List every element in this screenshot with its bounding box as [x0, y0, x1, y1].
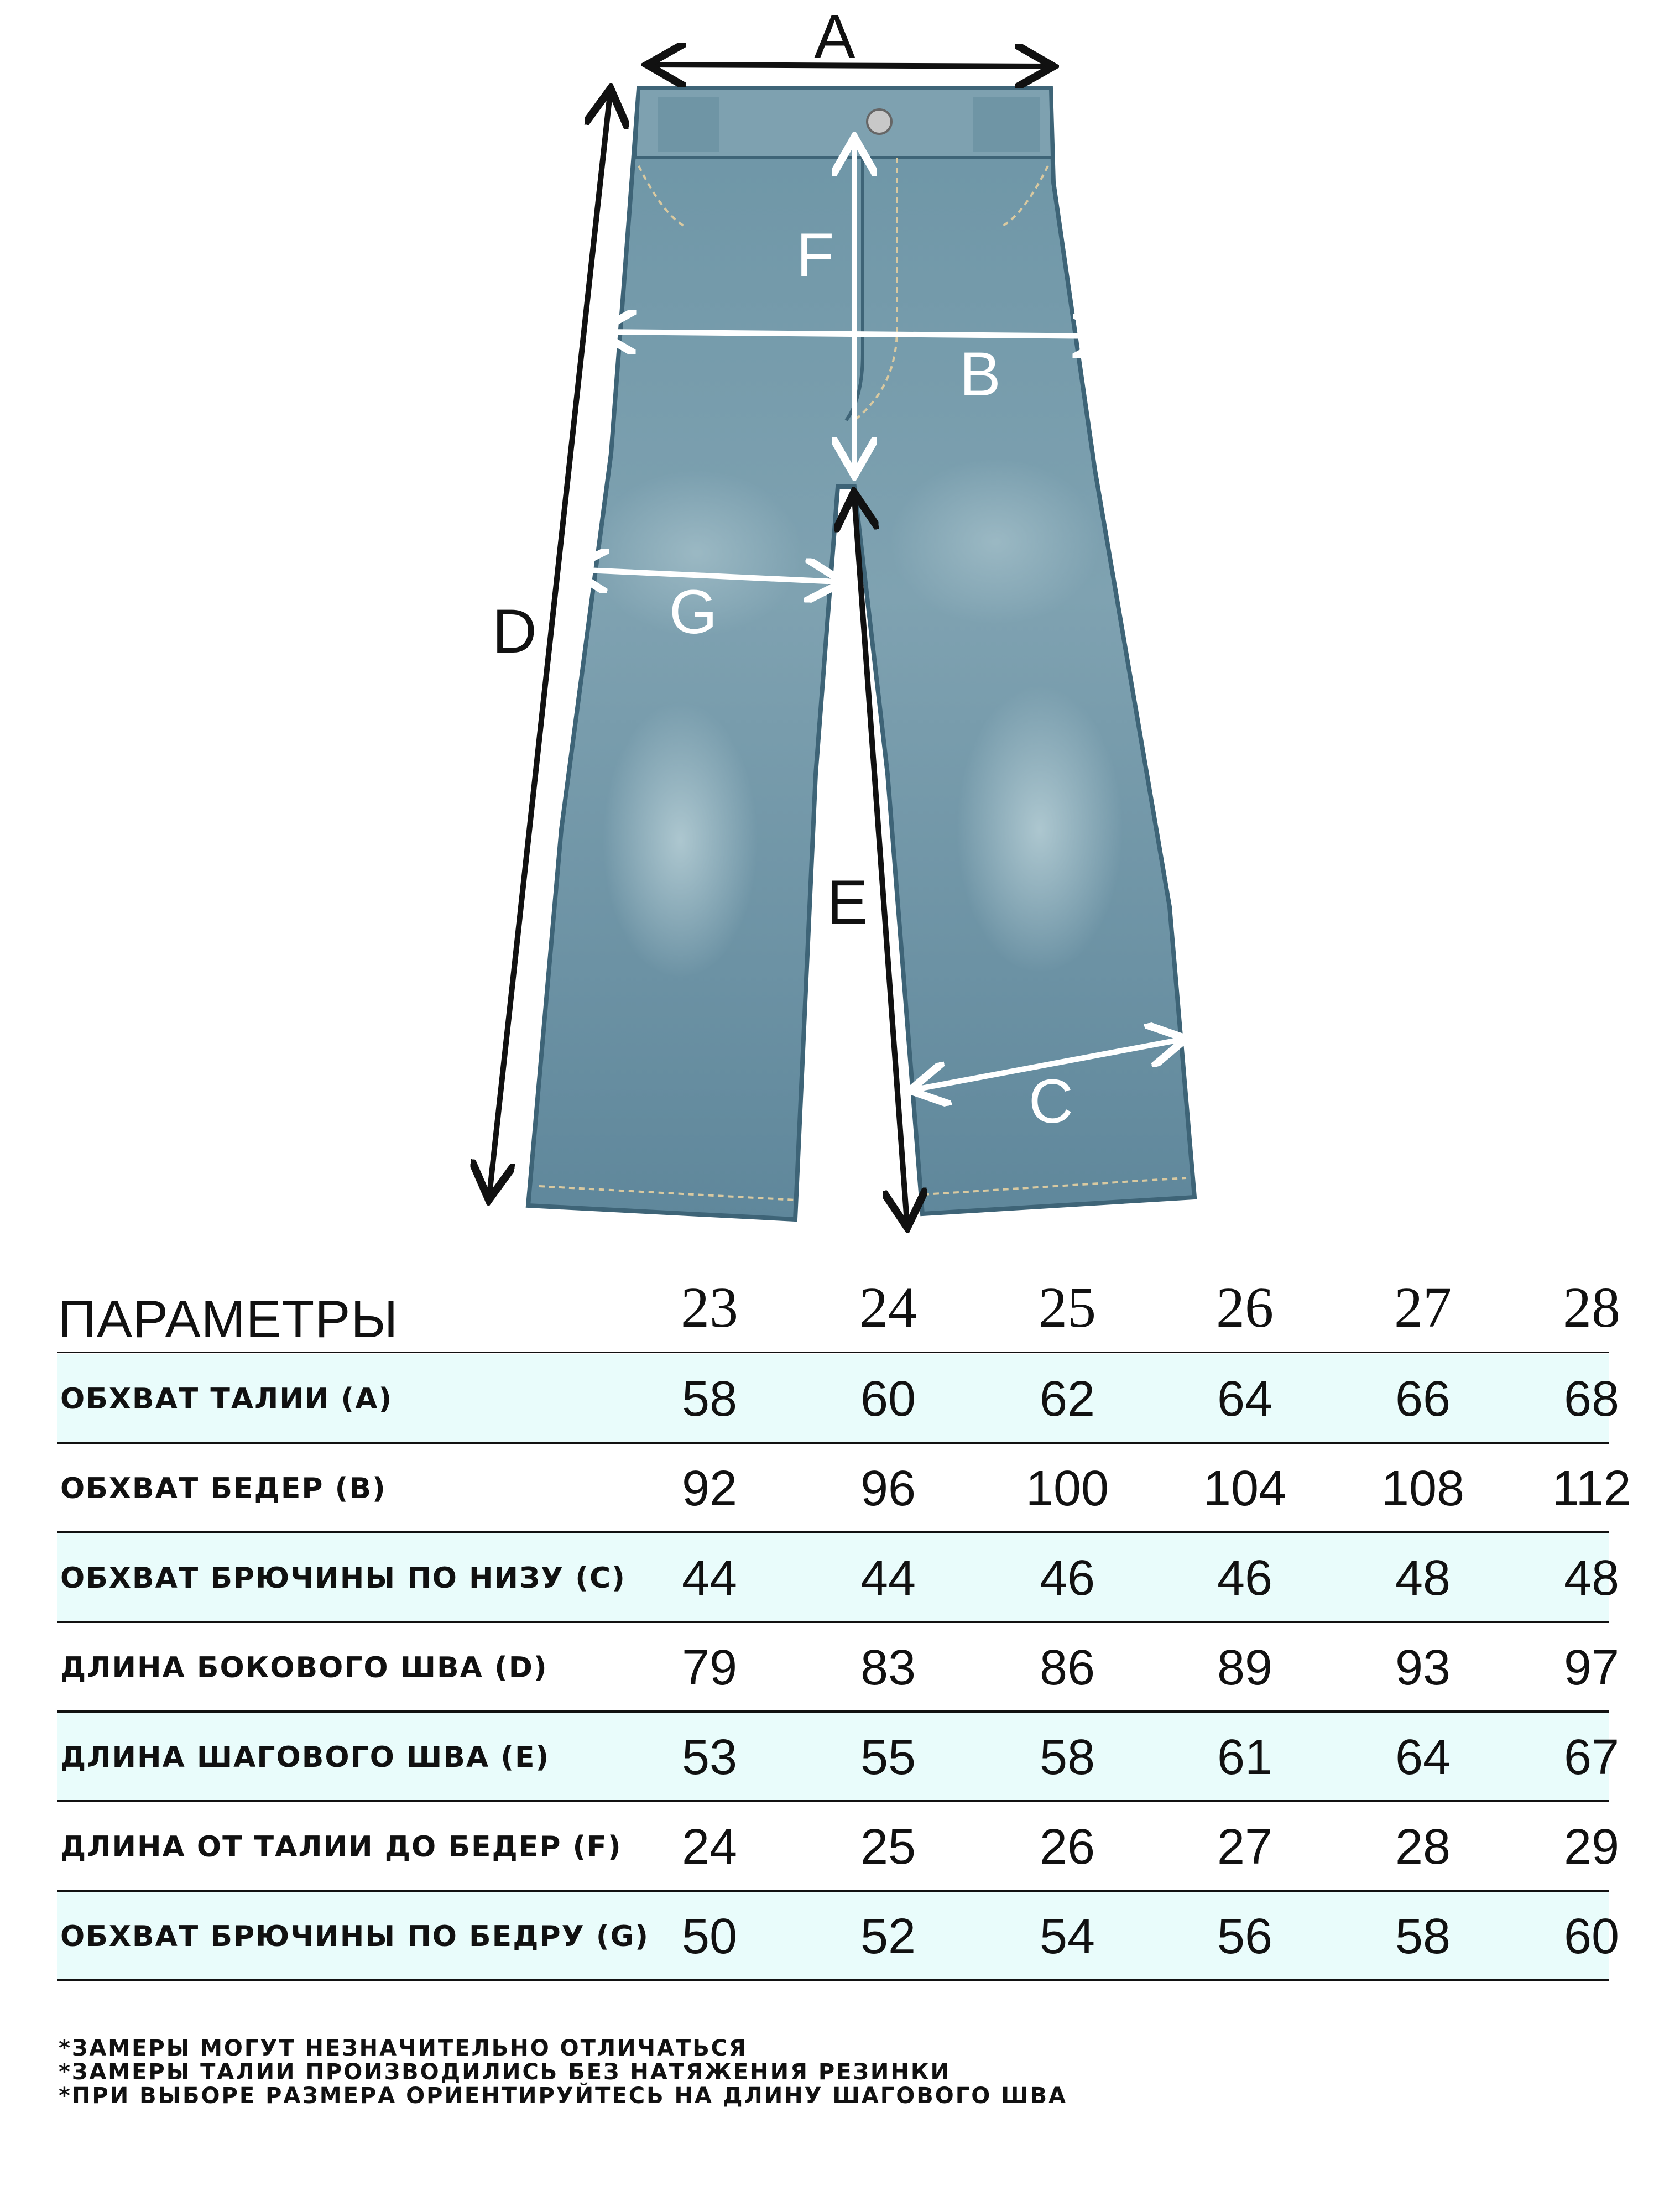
table-cell: 44 — [681, 1551, 738, 1606]
size-header-26: 26 — [1216, 1276, 1274, 1339]
footnote-2: *ЗАМЕРЫ ТАЛИИ ПРОИЗВОДИЛИСЬ БЕЗ НАТЯЖЕНИЯ РЕЗИНКИ — [59, 2059, 951, 2085]
row-label: ОБХВАТ БРЮЧИНЫ ПО БЕДРУ (G) — [60, 1920, 650, 1953]
footnotes — [59, 2037, 1067, 2108]
table-row — [57, 1444, 1631, 1533]
table-cell: 44 — [860, 1551, 916, 1606]
table-cell: 27 — [1217, 1819, 1273, 1875]
row-label: ДЛИНА БОКОВОГО ШВА (D) — [60, 1651, 548, 1684]
row-label: ОБХВАТ БРЮЧИНЫ ПО НИЗУ (С) — [60, 1562, 626, 1595]
label-b: B — [959, 340, 1001, 409]
label-g: G — [669, 577, 718, 646]
size-header-28: 28 — [1563, 1276, 1620, 1339]
table-cell: 25 — [860, 1819, 916, 1875]
table-cell: 67 — [1563, 1730, 1620, 1785]
table-body — [57, 1354, 1631, 1981]
table-cell: 46 — [1039, 1551, 1095, 1606]
table-cell: 48 — [1395, 1551, 1451, 1606]
size-header-24: 24 — [859, 1276, 917, 1339]
table-cell: 24 — [681, 1819, 738, 1875]
table-row — [57, 1802, 1620, 1892]
table-cell: 58 — [681, 1371, 738, 1427]
table-header — [57, 1269, 1620, 1354]
table-row — [57, 1354, 1620, 1444]
table-cell: 100 — [1025, 1461, 1109, 1516]
table-cell: 46 — [1217, 1551, 1273, 1606]
size-chart-table — [57, 1269, 1631, 1981]
label-a: A — [814, 2, 855, 71]
row-label: ДЛИНА ШАГОВОГО ШВА (Е) — [60, 1741, 550, 1774]
table-cell: 112 — [1552, 1461, 1631, 1516]
table-cell: 52 — [860, 1909, 916, 1964]
table-cell: 62 — [1039, 1371, 1095, 1427]
table-cell: 61 — [1217, 1730, 1273, 1785]
table-cell: 53 — [681, 1730, 738, 1785]
table-row — [57, 1892, 1620, 1981]
table-cell: 48 — [1563, 1551, 1620, 1606]
table-cell: 29 — [1563, 1819, 1620, 1875]
elastic-right — [973, 97, 1040, 152]
table-row — [57, 1533, 1620, 1623]
size-header-23: 23 — [681, 1276, 738, 1339]
table-cell: 89 — [1217, 1640, 1273, 1695]
table-cell: 68 — [1563, 1371, 1620, 1427]
table-cell: 54 — [1039, 1909, 1095, 1964]
table-cell: 97 — [1563, 1640, 1620, 1695]
table-cell: 92 — [681, 1461, 738, 1516]
footnote-3: *ПРИ ВЫБОРЕ РАЗМЕРА ОРИЕНТИРУЙТЕСЬ НА ДЛИНУ ШАГОВОГО ШВА — [59, 2083, 1068, 2109]
table-cell: 93 — [1395, 1640, 1451, 1695]
table-cell: 96 — [860, 1461, 916, 1516]
table-row — [57, 1713, 1620, 1802]
table-title: ПАРАМЕТРЫ — [58, 1290, 399, 1349]
label-d: D — [492, 597, 537, 666]
table-cell: 58 — [1039, 1730, 1095, 1785]
table-cell: 60 — [1563, 1909, 1620, 1964]
table-cell: 55 — [860, 1730, 916, 1785]
label-f: F — [796, 221, 834, 290]
table-cell: 56 — [1217, 1909, 1273, 1964]
table-cell: 79 — [681, 1640, 738, 1695]
table-cell: 28 — [1395, 1819, 1451, 1875]
table-cell: 60 — [860, 1371, 916, 1427]
jeans-image — [528, 88, 1194, 1219]
label-c: C — [1029, 1067, 1073, 1136]
row-label: ДЛИНА ОТ ТАЛИИ ДО БЕДЕР (F) — [60, 1830, 622, 1864]
table-cell: 64 — [1217, 1371, 1273, 1427]
table-cell: 58 — [1395, 1909, 1451, 1964]
label-e: E — [827, 868, 868, 937]
footnote-1: *ЗАМЕРЫ МОГУТ НЕЗНАЧИТЕЛЬНО ОТЛИЧАТЬСЯ — [59, 2036, 748, 2061]
row-label: ОБХВАТ БЕДЕР (В) — [60, 1472, 387, 1505]
table-cell: 104 — [1203, 1461, 1287, 1516]
size-header-25: 25 — [1039, 1276, 1096, 1339]
table-cell: 66 — [1395, 1371, 1451, 1427]
table-cell: 108 — [1381, 1461, 1465, 1516]
row-label: ОБХВАТ ТАЛИИ (А) — [60, 1383, 393, 1416]
table-cell: 64 — [1395, 1730, 1451, 1785]
elastic-left — [658, 97, 719, 152]
table-cell: 50 — [681, 1909, 738, 1964]
table-row — [57, 1623, 1620, 1713]
table-cell: 86 — [1039, 1640, 1095, 1695]
table-cell: 83 — [860, 1640, 916, 1695]
size-header-27: 27 — [1394, 1276, 1452, 1339]
table-cell: 26 — [1039, 1819, 1095, 1875]
